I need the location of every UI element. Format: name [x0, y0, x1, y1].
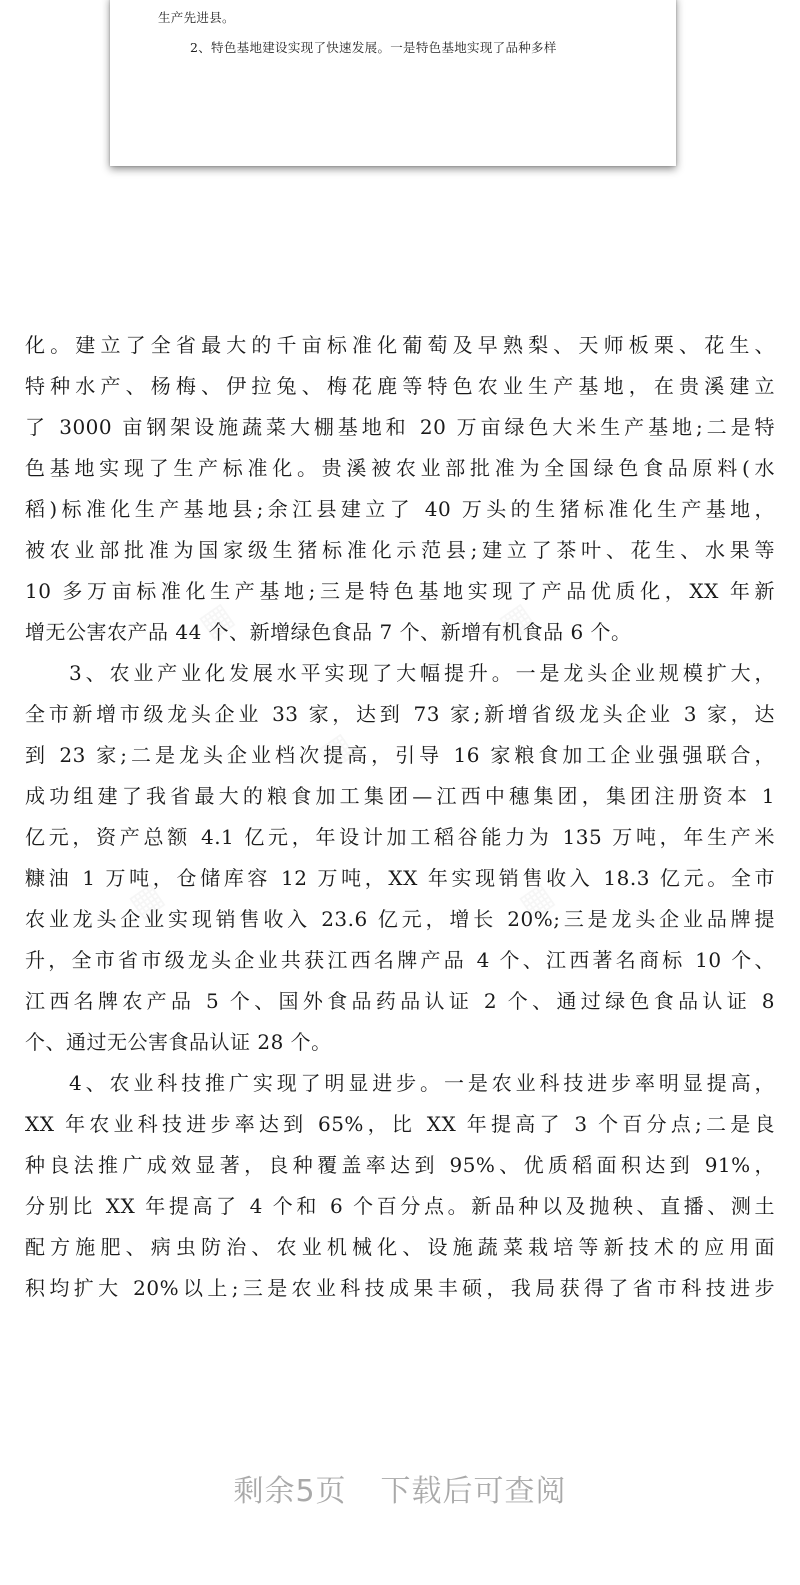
document-body: [25, 325, 775, 1309]
text-line: 了 3000 亩钢架设施蔬菜大棚基地和 20 万亩绿色大米生产基地;二是特: [25, 415, 775, 439]
text-line: 升，全市省市级龙头企业共获江西名牌产品 4 个、江西著名商标 10 个、: [25, 948, 775, 972]
text-line: XX 年农业科技进步率达到 65%，比 XX 年提高了 3 个百分点;二是良: [25, 1112, 775, 1136]
text-line: 特种水产、杨梅、伊拉兔、梅花鹿等特色农业生产基地，在贵溪建立: [25, 374, 775, 398]
text-line: 分别比 XX 年提高了 4 个和 6 个百分点。新品种以及抛秧、直播、测土: [25, 1194, 775, 1218]
text-line: 种良法推广成效显著，良种覆盖率达到 95%、优质稻面积达到 91%，: [25, 1153, 775, 1177]
paragraph-4-heading-line: 4、农业科技推广实现了明显进步。一是农业科技进步率明显提高，: [69, 1071, 775, 1095]
text-line: 10 多万亩标准化生产基地;三是特色基地实现了产品优质化，XX 年新: [25, 579, 775, 603]
text-line: 积均扩大 20%以上;三是农业科技成果丰硕，我局获得了省市科技进步: [25, 1276, 775, 1300]
previous-page-line-2: 2、特色基地建设实现了快速发展。一是特色基地实现了品种多样: [190, 40, 557, 55]
text-line: 被农业部批准为国家级生猪标准化示范县;建立了茶叶、花生、水果等: [25, 538, 775, 562]
text-line: 成功组建了我省最大的粮食加工集团—江西中穗集团，集团注册资本 1: [25, 784, 775, 808]
paragraph-3-heading-line: 3、农业产业化发展水平实现了大幅提升。一是龙头企业规模扩大，: [69, 661, 775, 685]
text-line: 农业龙头企业实现销售收入 23.6 亿元，增长 20%;三是龙头企业品牌提: [25, 907, 775, 931]
text-line: 化。建立了全省最大的千亩标准化葡萄及早熟梨、天师板栗、花生、: [25, 333, 775, 357]
text-line: 稻)标准化生产基地县;余江县建立了 40 万头的生猪标准化生产基地，: [25, 497, 775, 521]
text-line: 增无公害农产品 44 个、新增绿色食品 7 个、新增有机食品 6 个。: [25, 620, 632, 644]
previous-page-line-1: 生产先进县。: [158, 10, 235, 25]
previous-page-card: [110, 0, 676, 166]
text-line: 到 23 家;二是龙头企业档次提高，引导 16 家粮食加工企业强强联合，: [25, 743, 775, 767]
text-line: 江西名牌农产品 5 个、国外食品药品认证 2 个、通过绿色食品认证 8: [25, 989, 775, 1013]
text-line: 配方施肥、病虫防治、农业机械化、设施蔬菜栽培等新技术的应用面: [25, 1235, 775, 1259]
text-line: 个、通过无公害食品认证 28 个。: [25, 1030, 332, 1054]
download-to-view-label[interactable]: 下载后可查阅: [380, 1474, 567, 1509]
text-line: 色基地实现了生产标准化。贵溪被农业部批准为全国绿色食品原料(水: [25, 456, 775, 480]
download-prompt[interactable]: [0, 1466, 800, 1510]
text-line: 亿元，资产总额 4.1 亿元，年设计加工稻谷能力为 135 万吨，年生产米: [25, 825, 775, 849]
text-line: 全市新增市级龙头企业 33 家，达到 73 家;新增省级龙头企业 3 家，达: [25, 702, 775, 726]
remaining-pages-label: 剩余5页: [233, 1474, 347, 1509]
text-line: 糠油 1 万吨，仓储库容 12 万吨，XX 年实现销售收入 18.3 亿元。全市: [25, 866, 775, 890]
